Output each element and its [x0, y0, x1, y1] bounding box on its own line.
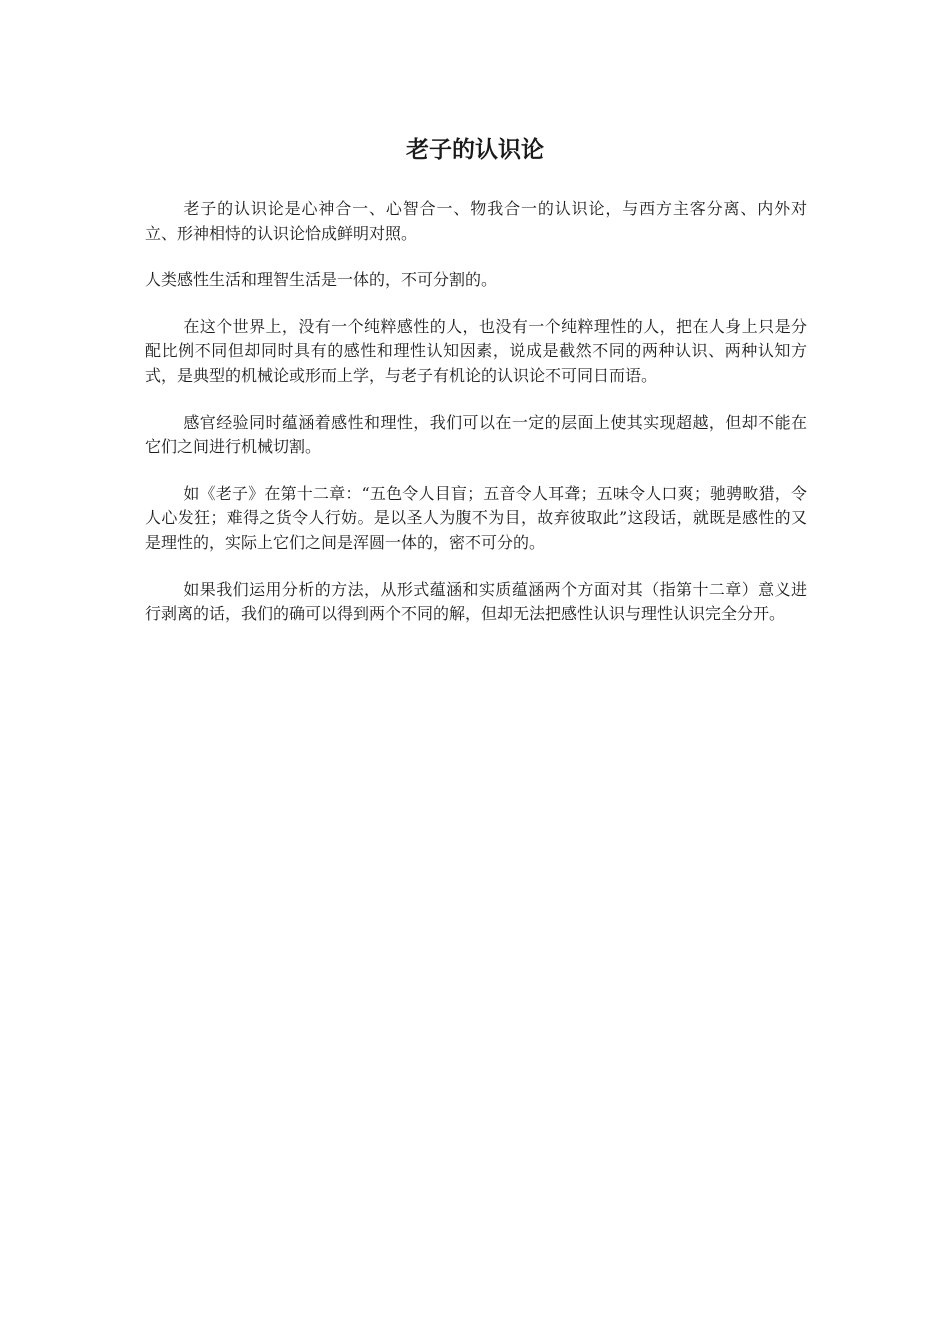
paragraph-3: 在这个世界上，没有一个纯粹感性的人，也没有一个纯粹理性的人，把在人身上只是分配比例不同但却同时具有的感性和理性认知因素，说成是截然不同的两种认识、两种认知方式，是典型的机械论或形而上学，与老子有机论的认识论不可同日而语。: [145, 316, 807, 385]
document-body: [145, 197, 807, 649]
document-title: 老子的认识论: [406, 137, 544, 163]
paragraph-5: 如《老子》在第十二章：“五色令人目盲；五音令人耳聋；五味令人口爽；驰骋畋猎，令人心发狂；难得之货令人行妨。是以圣人为腹不为目，故弃彼取此”这段话，就既是感性的又是理性的，实际上它们之间是浑圆一体的，密不可分的。: [145, 483, 807, 552]
paragraph-6: 如果我们运用分析的方法，从形式蕴涵和实质蕴涵两个方面对其（指第十二章）意义进行剥离的话，我们的确可以得到两个不同的解，但却无法把感性认识与理性认识完全分开。: [145, 579, 807, 624]
paragraph-2: 人类感性生活和理智生活是一体的，不可分割的。: [145, 270, 498, 290]
paragraph-4: 感官经验同时蕴涵着感性和理性，我们可以在一定的层面上使其实现超越，但却不能在它们之间进行机械切割。: [145, 412, 807, 457]
paragraph-1: 老子的认识论是心神合一、心智合一、物我合一的认识论，与西方主客分离、内外对立、形神相恃的认识论恰成鲜明对照。: [145, 199, 807, 243]
